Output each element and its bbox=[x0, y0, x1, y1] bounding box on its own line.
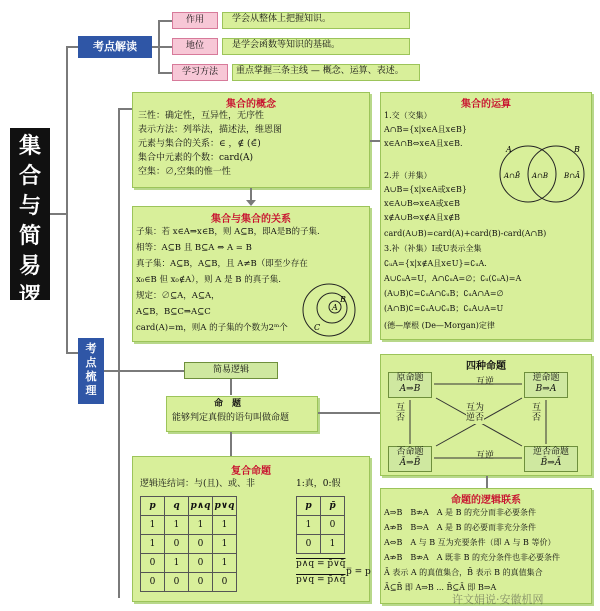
truth-table-header-cell: p bbox=[141, 497, 165, 516]
truth-table-cell: 1 bbox=[189, 516, 213, 535]
main-title-text: 集合与简易逻辑 bbox=[18, 134, 41, 339]
jiedu-text-method: 重点掌握三条主线 — 概念、运算、表述。 bbox=[236, 66, 404, 76]
truth-table-cell: 0 bbox=[165, 535, 189, 554]
shuli-tick-concept bbox=[118, 108, 132, 110]
logic-relation-line-4: Ā 表示 A 的真值集合，B̄ 表示 B 的真值集合 bbox=[384, 568, 543, 577]
concept-line-3: 集合中元素的个数：card(A) bbox=[138, 153, 253, 163]
truth-table-cell: 1 bbox=[213, 516, 237, 535]
truth-table-header-row bbox=[141, 497, 237, 516]
operation-line-9: 3.补（补集）I或U表示全集 bbox=[384, 244, 482, 253]
compound-connectives: 逻辑连结词：与(且)、或、非 bbox=[140, 479, 256, 489]
proposition-compound-connector bbox=[230, 432, 232, 456]
jiedu-tick-0 bbox=[158, 20, 172, 22]
truth-table-cell: 1 bbox=[165, 516, 189, 535]
proposition-title: 命 题 bbox=[214, 399, 242, 409]
negation-table-cell: 1 bbox=[321, 535, 345, 554]
negation-table-cell: 0 bbox=[297, 535, 321, 554]
truth-table-cell: 0 bbox=[141, 573, 165, 592]
relation-title: 集合与集合的关系 bbox=[211, 214, 291, 225]
four-negation-formula: Ā⇒B̄ bbox=[399, 457, 421, 468]
relation-line-5: A⊆B，B⊆C⇒A⊆C bbox=[136, 307, 211, 317]
main-title bbox=[10, 128, 50, 339]
operation-line-2: x∈A∩B⇔x∈A且x∈B. bbox=[384, 139, 463, 148]
truth-table-row bbox=[141, 554, 237, 573]
op-venn-label-right: B∩Ā bbox=[564, 172, 581, 180]
negation-table bbox=[296, 496, 345, 554]
negation-table-header-cell: p̄ bbox=[321, 497, 345, 516]
compound-demorgan-1: p∧q = p̄∨q̄ bbox=[296, 559, 346, 569]
trunk-vertical bbox=[66, 46, 68, 354]
op-venn-label-mid: A∩B bbox=[532, 172, 549, 180]
truth-table-header-cell: q bbox=[165, 497, 189, 516]
truth-table-cell: 0 bbox=[189, 554, 213, 573]
truth-table-cell: 1 bbox=[141, 535, 165, 554]
logic-relation-title: 命题的逻辑联系 bbox=[451, 495, 521, 506]
jiedu-tick-2 bbox=[158, 72, 172, 74]
operation-line-7: x∉A∪B⇔x∉A且x∉B bbox=[384, 213, 461, 222]
logic-proposition-connector bbox=[230, 379, 232, 395]
logic-relation-line-0: A⇒B B⇏A A 是 B 的充分而非必要条件 bbox=[384, 508, 537, 517]
truth-table-cell: 0 bbox=[189, 535, 213, 554]
op-venn-label-b: B bbox=[574, 145, 580, 154]
truth-table-cell: 1 bbox=[213, 554, 237, 573]
four-inverse-formula: B⇒A bbox=[535, 383, 557, 394]
venn-label-a: A bbox=[332, 303, 338, 312]
operation-line-5: A∪B={x|x∈A或x∈B} bbox=[384, 185, 467, 194]
branch-kaodian-jiedu: 考点解读 bbox=[78, 36, 152, 58]
four-left-relation: 互 否 bbox=[396, 403, 406, 423]
operation-line-6: x∈A∪B⇔x∈A或x∈B bbox=[384, 199, 461, 208]
proposition-four-connector bbox=[318, 412, 380, 414]
four-inverse-title: 逆命题 bbox=[532, 373, 560, 383]
truth-table-row bbox=[141, 535, 237, 554]
branch-line-jiedu bbox=[66, 46, 78, 48]
operation-venn-diagram bbox=[496, 140, 588, 206]
simple-logic-box: 简易逻辑 bbox=[184, 362, 278, 379]
four-logic-connector bbox=[486, 476, 488, 488]
truth-table-header-cell: p∧q bbox=[189, 497, 213, 516]
jiedu-tag-method: 学习方法 bbox=[172, 64, 228, 81]
truth-table-cell: 1 bbox=[165, 554, 189, 573]
jiedu-text-role: 学会从整体上把握知识。 bbox=[232, 14, 332, 24]
four-contrapositive-formula: B̄⇒Ā bbox=[540, 457, 562, 468]
negation-table-header-row bbox=[297, 497, 345, 516]
jiedu-tick-1 bbox=[158, 46, 172, 48]
operation-line-14: (德—摩根 (De—Morgan)定律 bbox=[384, 321, 495, 330]
truth-table-cell: 1 bbox=[213, 535, 237, 554]
four-negation-title: 否命题 bbox=[396, 447, 424, 457]
operation-line-4: 2.并（并集） bbox=[384, 171, 432, 180]
negation-table-cell: 1 bbox=[297, 516, 321, 535]
relation-operation-connector bbox=[370, 140, 380, 142]
four-original-formula: A⇒B bbox=[399, 383, 421, 394]
truth-table-cell: 0 bbox=[213, 573, 237, 592]
concept-line-4: 空集：∅,空集的惟一性 bbox=[138, 167, 231, 177]
truth-table-row bbox=[141, 516, 237, 535]
op-venn-label-left: A∩B̄ bbox=[504, 172, 521, 180]
operation-title: 集合的运算 bbox=[461, 99, 511, 110]
operation-line-13: (A∩B)∁=∁ᵤA∪∁ᵤB；∁ᵤA∪A=U bbox=[384, 304, 504, 313]
four-original-title: 原命题 bbox=[396, 373, 424, 383]
truth-table-cell: 0 bbox=[141, 554, 165, 573]
truth-table-cell: 0 bbox=[189, 573, 213, 592]
truth-table bbox=[140, 496, 237, 592]
jiedu-text-position: 是学会函数等知识的基础。 bbox=[232, 40, 341, 50]
truth-table-header-cell: p∨q bbox=[213, 497, 237, 516]
relation-venn-diagram bbox=[296, 282, 362, 338]
jiedu-tag-role: 作用 bbox=[172, 12, 218, 29]
four-bottom-relation: 互逆 bbox=[476, 451, 495, 461]
operation-line-12: (A∪B)∁=∁ᵤA∩∁ᵤB；∁ᵤA∩A=∅ bbox=[384, 289, 504, 298]
negation-table-cell: 0 bbox=[321, 516, 345, 535]
negation-table-row bbox=[297, 535, 345, 554]
relation-line-1: 相等：A⊆B 且 B⊆A ⇔ A = B bbox=[136, 243, 252, 253]
negation-table-header-cell: p bbox=[297, 497, 321, 516]
operation-line-1: A∩B={x|x∈A且x∈B} bbox=[384, 125, 467, 134]
truth-table-cell: 0 bbox=[165, 573, 189, 592]
venn-label-b: B bbox=[340, 295, 346, 304]
four-center-relation: 互为 逆否 bbox=[466, 403, 485, 423]
relation-line-2: 真子集：A⊆B，A⊆B，且 A≠B（即至少存在 bbox=[136, 259, 308, 269]
compound-title: 复合命题 bbox=[231, 466, 271, 477]
operation-line-11: A∪∁ᵤA=U，A∩∁ᵤA=∅；∁ᵤ(∁ᵤA)=A bbox=[384, 274, 522, 283]
relation-line-0: 子集：若 x∈A⇒x∈B，则 A⊆B，即A是B的子集. bbox=[136, 227, 320, 237]
compound-truth-values: 1:真，0:假 bbox=[296, 479, 341, 489]
operation-line-10: ∁ᵤA={x|x∉A且x∈U}=∁ᵤA. bbox=[384, 259, 487, 268]
shuli-vertical bbox=[118, 108, 120, 598]
branch-kaodian-shuli-text: 考点梳理 bbox=[85, 342, 97, 397]
operation-line-8: card(A∪B)=card(A)+card(B)-card(A∩B) bbox=[384, 229, 547, 238]
negation-table-row bbox=[297, 516, 345, 535]
branch-kaodian-shuli bbox=[78, 338, 104, 404]
operation-line-0: 1.交（交集） bbox=[384, 111, 432, 120]
concept-line-0: 三性：确定性，互异性，无序性 bbox=[138, 111, 265, 121]
proposition-text: 能够判定真假的语句叫做命题 bbox=[172, 413, 290, 423]
relation-line-3: x₀∈B 但 x₀∉A），则 A 是 B 的真子集. bbox=[136, 275, 281, 285]
logic-relation-line-2: A⇔B A 与 B 互为充要条件（即 A 与 B 等价） bbox=[384, 538, 556, 547]
logic-relation-line-3: A⇏B B⇏A A 既非 B 的充分条件也非必要条件 bbox=[384, 553, 561, 562]
op-venn-label-a: A bbox=[506, 145, 512, 154]
relation-line-6: card(A)=m，则A 的子集的个数为2ᵐ个 bbox=[136, 323, 288, 333]
concept-line-2: 元素与集合的关系：∈ ，∉ (∈̄) bbox=[138, 139, 261, 149]
venn-label-c: C bbox=[314, 323, 321, 332]
compound-double-neg: p̿ = p bbox=[346, 567, 371, 577]
logic-relation-line-5: Ā⊆B̄ 即 A⇒B ... B̄⊆Ā 即 B⇒A bbox=[384, 583, 497, 592]
compound-demorgan-2: p∨q = p̄∧q̄ bbox=[296, 575, 346, 585]
four-title: 四种命题 bbox=[466, 361, 506, 372]
shuli-tick-logic bbox=[118, 370, 184, 372]
concept-line-1: 表示方法：列举法，描述法，维恩图 bbox=[138, 125, 283, 135]
truth-table-row bbox=[141, 573, 237, 592]
four-top-relation: 互逆 bbox=[476, 377, 495, 387]
watermark: 许文娟说·安徽机网 bbox=[452, 593, 544, 606]
four-right-relation: 互 否 bbox=[532, 403, 542, 423]
branch-line-shuli bbox=[66, 352, 78, 354]
concept-title: 集合的概念 bbox=[226, 99, 276, 110]
truth-table-cell: 1 bbox=[141, 516, 165, 535]
jiedu-tag-position: 地位 bbox=[172, 38, 218, 55]
logic-relation-line-1: A⇏B B⇒A A 是 B 的必要而非充分条件 bbox=[384, 523, 537, 532]
four-contrapositive-title: 逆否命题 bbox=[532, 447, 569, 457]
relation-line-4: 规定：∅⊆A，A⊆A， bbox=[136, 291, 220, 301]
